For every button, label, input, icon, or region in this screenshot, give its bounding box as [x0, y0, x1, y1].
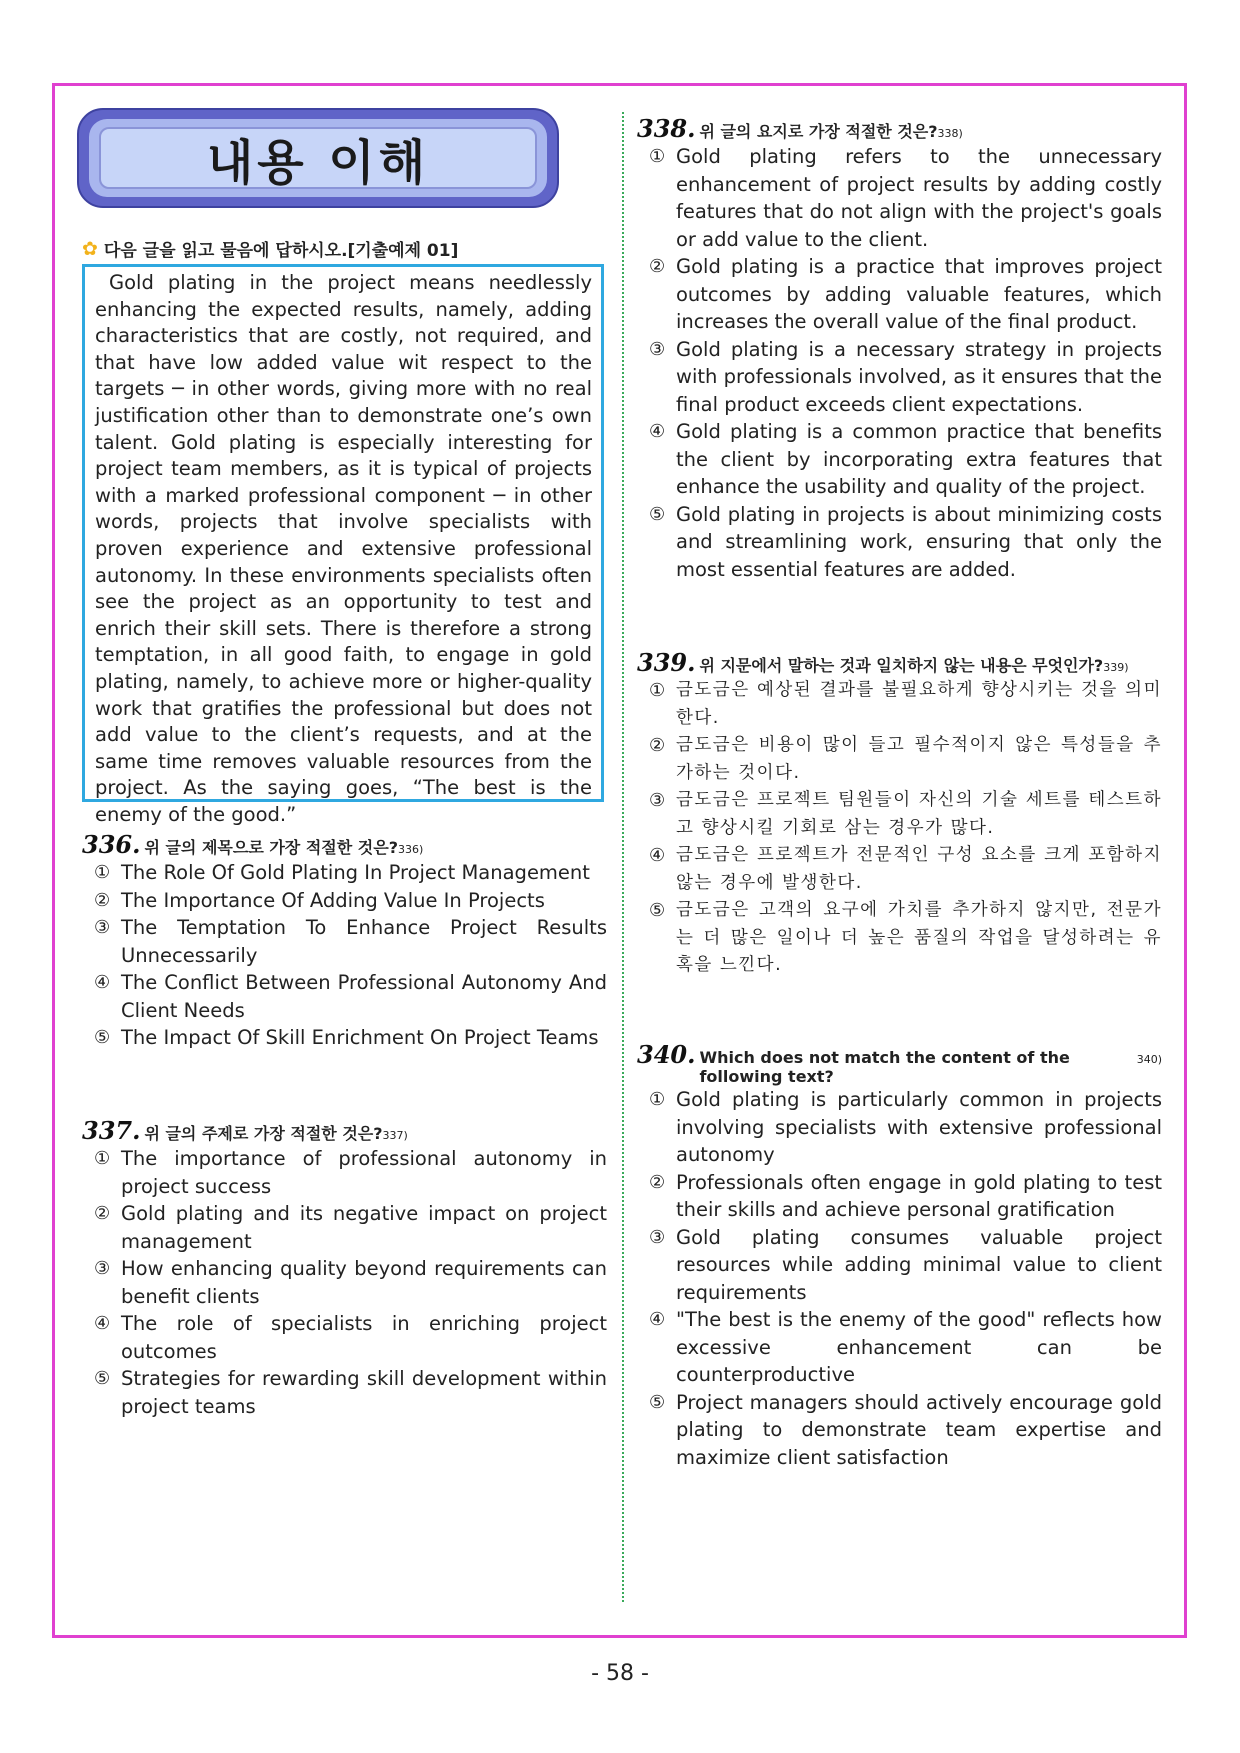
option[interactable]: ③ How enhancing quality beyond requirements can benefit clients [94, 1257, 607, 1308]
question-number: 340. [637, 1040, 696, 1069]
question-prompt: 위 글의 제목으로 가장 적절한 것은? [144, 838, 398, 857]
option[interactable]: ④ 금도금은 프로젝트가 전문적인 구성 요소를 크게 포함하지 않는 경우에 발생한다. [649, 845, 1162, 893]
option[interactable]: ② Gold plating and its negative impact on project management [94, 1202, 607, 1253]
option[interactable]: ② Gold plating is a practice that improves project outcomes by adding valuable features, which increases the overall value of the final product. [649, 255, 1162, 333]
option[interactable]: ① 금도금은 예상된 결과를 불필요하게 향상시키는 것을 의미한다. [649, 680, 1162, 728]
question-prompt: Which does not match the content of the following text? [699, 1048, 1070, 1086]
option[interactable]: ② 금도금은 비용이 많이 들고 필수적이지 않은 특성들을 추가하는 것이다. [649, 735, 1162, 783]
question-number: 337. [82, 1116, 141, 1145]
question-prompt: 위 지문에서 말하는 것과 일치하지 않는 내용은 무엇인가? [699, 656, 1104, 675]
question-number: 338. [637, 114, 696, 143]
option[interactable]: ⑤ Project managers should actively encourage gold plating to demonstrate team expertise and maximize client satisfaction [649, 1390, 1162, 1469]
reading-passage [82, 264, 604, 826]
passage-text: Gold plating in the project means needlessly enhancing the expected results, namely, adding characteristics that are costly, not required, and that have low added value wit respect to the targets ─ in other words, giving more with no real justification other than to demonstrate one’s own talent. Gold plating is especially interesting for project team members, as it is typical of projects with a marked professional component ─ in other words, projects that involve specialists with proven experience and extensive professional autonomy. In these environments specialists often see the project as an opportunity to test and enrich their skill sets. There is therefore a strong temptation, in all good faith, to engage in gold plating, namely, to achieve more or higher-quality work that gratifies the professional but does not add value to the client’s requests, and at the same time removes valuable resources from the project. As the saying goes, “The best is the enemy of the good.” [95, 271, 592, 826]
option[interactable]: ③ The Temptation To Enhance Project Results Unnecessarily [94, 916, 607, 967]
option[interactable]: ③ 금도금은 프로젝트 팀원들이 자신의 기술 세트를 테스트하고 향상시킬 기회로 삼는 경우가 많다. [649, 790, 1162, 838]
flower-icon: ✿ [82, 237, 98, 260]
section-title: 내용 이해 [206, 134, 430, 191]
footnote-ref: 338) [937, 127, 963, 140]
option[interactable]: ④ The role of specialists in enriching project outcomes [94, 1312, 607, 1363]
question-338 [637, 114, 1162, 583]
option[interactable]: ③ Gold plating consumes valuable project resources while adding minimal value to client requirements [649, 1225, 1162, 1304]
option[interactable]: ① Gold plating is particularly common in projects involving specialists with extensive professional autonomy [649, 1088, 1162, 1166]
question-337 [82, 1116, 607, 1420]
option[interactable]: ① The Role Of Gold Plating In Project Management [94, 861, 590, 884]
column-divider [622, 112, 624, 1602]
footnote-ref: 336) [397, 843, 424, 856]
question-339 [637, 648, 1162, 980]
option[interactable]: ① The importance of professional autonomy in project success [94, 1147, 607, 1198]
option[interactable]: ⑤ Strategies for rewarding skill development within project teams [94, 1367, 607, 1418]
option[interactable]: ⑤ The Impact Of Skill Enrichment On Project Teams [94, 1026, 599, 1049]
option[interactable]: ② The Importance Of Adding Value In Projects [94, 888, 545, 912]
footnote-ref: 340) [1136, 1053, 1162, 1066]
question-336 [82, 830, 607, 1052]
option[interactable]: ⑤ Gold plating in projects is about minimizing costs and streamlining work, ensuring that only the most essential features are added. [649, 502, 1162, 581]
option[interactable]: ④ "The best is the enemy of the good" reflects how excessive enhancement can be counterproductive [649, 1308, 1162, 1386]
footnote-ref: 339) [1103, 661, 1129, 674]
question-340 [637, 1040, 1162, 1471]
question-prompt: 위 글의 주제로 가장 적절한 것은? [144, 1124, 383, 1143]
instruction-text: 다음 글을 읽고 물음에 답하시오.[기출예제 01] [103, 241, 459, 261]
instruction [82, 236, 458, 261]
option[interactable]: ③ Gold plating is a necessary strategy in projects with professionals involved, as it ensures that the final product exceeds client expectations. [649, 337, 1162, 416]
option[interactable]: ① Gold plating refers to the unnecessary enhancement of project results by adding costly features that do not align with the project's goals or add value to the client. [649, 145, 1162, 251]
page-number: - 58 - [591, 1661, 649, 1686]
option[interactable]: ④ The Conflict Between Professional Autonomy And Client Needs [94, 971, 607, 1022]
option[interactable]: ⑤ 금도금은 고객의 요구에 가치를 추가하지 않지만, 전문가는 더 많은 일이나 더 높은 품질의 작업을 달성하려는 유혹을 느낀다. [649, 900, 1162, 975]
footnote-ref: 337) [382, 1129, 408, 1142]
question-number: 339. [637, 648, 696, 677]
question-prompt: 위 글의 요지로 가장 적절한 것은? [699, 122, 938, 141]
option[interactable]: ④ Gold plating is a common practice that benefits the client by incorporating extra features that enhance the usability and quality of the project. [649, 420, 1162, 498]
question-number: 336. [82, 830, 141, 859]
section-title-box [77, 108, 559, 208]
option[interactable]: ② Professionals often engage in gold plating to test their skills and achieve personal gratification [649, 1170, 1162, 1221]
